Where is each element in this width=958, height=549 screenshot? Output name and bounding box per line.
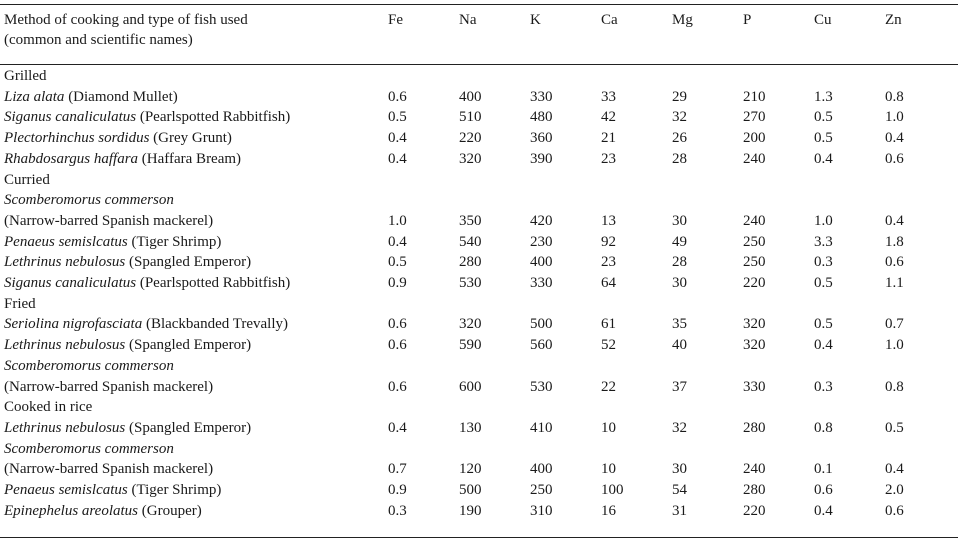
scientific-name: Plectorhinchus sordidus [4, 130, 150, 147]
value-cell-k: 360 [530, 130, 553, 147]
value-cell-k: 500 [530, 316, 553, 333]
common-name: (Blackbanded Trevally) [142, 316, 289, 333]
value-cell-ca: 64 [601, 275, 616, 292]
value-cell-k: 560 [530, 337, 553, 354]
scientific-name: Scomberomorus commerson [4, 192, 174, 209]
table-row [0, 190, 956, 211]
scientific-name: Lethrinus nebulosus [4, 419, 126, 436]
value-cell-na: 280 [459, 254, 482, 271]
value-cell-p: 270 [743, 109, 766, 126]
value-cell-p: 250 [743, 254, 766, 271]
value-cell-mg: 31 [672, 502, 687, 519]
species-name-cell [0, 107, 388, 128]
species-name-cell [0, 418, 388, 439]
value-cell-zn: 2.0 [885, 482, 904, 499]
value-cell-mg: 29 [672, 88, 687, 105]
value-cell-mg: 54 [672, 482, 687, 499]
value-cell-k: 400 [530, 254, 553, 271]
scientific-name: Rhabdosargus haffara [4, 150, 139, 167]
value-cell-mg: 30 [672, 461, 687, 478]
table-group-row [0, 170, 956, 191]
table-row [0, 149, 956, 170]
value-cell-cu: 0.4 [814, 502, 833, 519]
species-name-cell [0, 356, 956, 377]
value-cell-ca: 23 [601, 150, 616, 167]
common-name: (Spangled Emperor) [125, 337, 252, 354]
value-cell-mg: 32 [672, 109, 687, 126]
table-row [0, 418, 956, 439]
value-cell-ca: 22 [601, 378, 616, 395]
group-label: Fried [4, 295, 36, 312]
value-cell-zn: 1.0 [885, 337, 904, 354]
value-cell-mg: 32 [672, 419, 687, 436]
common-name: (Diamond Mullet) [64, 88, 178, 105]
value-cell-cu: 1.0 [814, 212, 833, 229]
value-cell-p: 330 [743, 378, 766, 395]
value-cell-k: 390 [530, 150, 553, 167]
scientific-name: Scomberomorus commerson [4, 357, 174, 374]
value-cell-ca: 52 [601, 337, 616, 354]
header-method-line1: Method of cooking and type of fish used [4, 12, 248, 28]
scientific-name: Epinephelus areolatus [4, 502, 139, 519]
table-row [0, 128, 956, 149]
common-name: (Tiger Shrimp) [127, 233, 222, 250]
value-cell-na: 500 [459, 482, 482, 499]
value-cell-mg: 40 [672, 337, 687, 354]
species-name-cell [0, 128, 388, 149]
table-row [0, 273, 956, 294]
value-cell-fe: 0.3 [388, 502, 407, 519]
common-name: (Spangled Emperor) [125, 419, 252, 436]
value-cell-k: 410 [530, 419, 553, 436]
value-cell-zn: 1.1 [885, 275, 904, 292]
species-name-cell [0, 314, 388, 335]
value-cell-ca: 10 [601, 419, 616, 436]
value-cell-p: 280 [743, 419, 766, 436]
species-name-cell [0, 273, 388, 294]
value-cell-p: 200 [743, 130, 766, 147]
value-cell-ca: 61 [601, 316, 616, 333]
table-row [0, 439, 956, 460]
table-group-row [0, 66, 956, 87]
value-cell-cu: 0.5 [814, 316, 833, 333]
value-cell-mg: 30 [672, 212, 687, 229]
table-top-rule [0, 4, 958, 5]
table-row [0, 335, 956, 356]
mineral-content-table [0, 10, 956, 521]
common-name: (Narrow-barred Spanish mackerel) [4, 461, 214, 478]
table-group-row [0, 294, 956, 315]
header-na: Na [459, 12, 477, 28]
group-label: Grilled [4, 68, 47, 84]
table-row [0, 480, 956, 501]
table-group-row [0, 397, 956, 418]
value-cell-k: 250 [530, 482, 553, 499]
header-p: P [743, 12, 752, 28]
scientific-name: Penaeus semislcatus [4, 233, 128, 250]
value-cell-mg: 28 [672, 254, 687, 271]
value-cell-fe: 0.9 [388, 275, 407, 292]
species-name-cell [0, 439, 956, 460]
value-cell-na: 530 [459, 275, 482, 292]
value-cell-cu: 0.3 [814, 254, 833, 271]
value-cell-p: 240 [743, 461, 766, 478]
species-name-cell [0, 501, 388, 522]
value-cell-na: 320 [459, 316, 482, 333]
value-cell-mg: 26 [672, 130, 687, 147]
species-name-cell [0, 149, 388, 170]
value-cell-zn: 0.6 [885, 502, 904, 519]
value-cell-zn: 0.4 [885, 130, 904, 147]
value-cell-ca: 23 [601, 254, 616, 271]
scientific-name: Lethrinus nebulosus [4, 337, 126, 354]
scientific-name: Siganus canaliculatus [4, 109, 137, 126]
value-cell-cu: 0.1 [814, 461, 833, 478]
common-name: (Pearlspotted Rabbitfish) [136, 109, 291, 126]
value-cell-fe: 0.5 [388, 109, 407, 126]
value-cell-cu: 0.4 [814, 150, 833, 167]
value-cell-zn: 1.0 [885, 109, 904, 126]
value-cell-p: 220 [743, 502, 766, 519]
table-row [0, 211, 956, 232]
header-fe: Fe [388, 12, 403, 28]
value-cell-fe: 1.0 [388, 212, 407, 229]
value-cell-cu: 0.4 [814, 337, 833, 354]
value-cell-k: 420 [530, 212, 553, 229]
value-cell-zn: 0.8 [885, 378, 904, 395]
scientific-name: Scomberomorus commerson [4, 440, 174, 457]
scientific-name: Lethrinus nebulosus [4, 254, 126, 271]
value-cell-k: 480 [530, 109, 553, 126]
value-cell-cu: 1.3 [814, 88, 833, 105]
value-cell-zn: 0.4 [885, 212, 904, 229]
value-cell-k: 330 [530, 88, 553, 105]
species-name-cell [0, 252, 388, 273]
value-cell-fe: 0.6 [388, 378, 407, 395]
common-name: (Spangled Emperor) [125, 254, 252, 271]
value-cell-na: 400 [459, 88, 482, 105]
species-name-cell [0, 480, 388, 501]
value-cell-k: 330 [530, 275, 553, 292]
value-cell-p: 320 [743, 337, 766, 354]
value-cell-zn: 0.8 [885, 88, 904, 105]
species-name-cell [0, 211, 388, 232]
species-name-cell [0, 377, 388, 398]
value-cell-fe: 0.7 [388, 461, 407, 478]
header-mg: Mg [672, 12, 693, 28]
common-name: (Pearlspotted Rabbitfish) [136, 275, 291, 292]
value-cell-na: 510 [459, 109, 482, 126]
value-cell-cu: 0.8 [814, 419, 833, 436]
value-cell-ca: 33 [601, 88, 616, 105]
value-cell-cu: 0.5 [814, 130, 833, 147]
table-body [0, 66, 956, 521]
value-cell-zn: 1.8 [885, 233, 904, 250]
table-row [0, 501, 956, 522]
value-cell-p: 320 [743, 316, 766, 333]
value-cell-cu: 0.3 [814, 378, 833, 395]
value-cell-na: 590 [459, 337, 482, 354]
value-cell-ca: 13 [601, 212, 616, 229]
value-cell-mg: 37 [672, 378, 687, 395]
common-name: (Grey Grunt) [149, 130, 232, 147]
header-method-line2: (common and scientific names) [4, 32, 193, 48]
scientific-name: Siganus canaliculatus [4, 275, 137, 292]
value-cell-cu: 0.6 [814, 482, 833, 499]
value-cell-fe: 0.9 [388, 482, 407, 499]
species-name-cell [0, 190, 956, 211]
table-row [0, 459, 956, 480]
value-cell-na: 540 [459, 233, 482, 250]
value-cell-ca: 10 [601, 461, 616, 478]
common-name: (Narrow-barred Spanish mackerel) [4, 212, 214, 229]
value-cell-fe: 0.5 [388, 254, 407, 271]
value-cell-na: 320 [459, 150, 482, 167]
value-cell-zn: 0.5 [885, 419, 904, 436]
value-cell-cu: 0.5 [814, 275, 833, 292]
header-spacer [0, 54, 956, 66]
common-name: (Haffara Bream) [138, 150, 242, 167]
value-cell-p: 240 [743, 150, 766, 167]
value-cell-na: 130 [459, 419, 482, 436]
value-cell-p: 210 [743, 88, 766, 105]
value-cell-p: 220 [743, 275, 766, 292]
value-cell-k: 530 [530, 378, 553, 395]
value-cell-zn: 0.6 [885, 150, 904, 167]
table-row [0, 87, 956, 108]
group-label: Cooked in rice [4, 399, 93, 416]
value-cell-k: 310 [530, 502, 553, 519]
common-name: (Narrow-barred Spanish mackerel) [4, 378, 214, 395]
table-header-row [0, 10, 956, 54]
value-cell-mg: 28 [672, 150, 687, 167]
value-cell-zn: 0.4 [885, 461, 904, 478]
common-name: (Tiger Shrimp) [127, 482, 222, 499]
header-k: K [530, 12, 541, 28]
value-cell-cu: 3.3 [814, 233, 833, 250]
value-cell-fe: 0.6 [388, 316, 407, 333]
species-name-cell [0, 87, 388, 108]
value-cell-ca: 21 [601, 130, 616, 147]
value-cell-k: 400 [530, 461, 553, 478]
value-cell-fe: 0.4 [388, 130, 407, 147]
common-name: (Grouper) [138, 502, 202, 519]
value-cell-na: 600 [459, 378, 482, 395]
value-cell-na: 120 [459, 461, 482, 478]
header-ca: Ca [601, 12, 618, 28]
table-row [0, 252, 956, 273]
value-cell-p: 240 [743, 212, 766, 229]
value-cell-zn: 0.6 [885, 254, 904, 271]
value-cell-na: 350 [459, 212, 482, 229]
table-row [0, 356, 956, 377]
value-cell-ca: 16 [601, 502, 616, 519]
species-name-cell [0, 335, 388, 356]
value-cell-fe: 0.6 [388, 88, 407, 105]
value-cell-na: 220 [459, 130, 482, 147]
value-cell-zn: 0.7 [885, 316, 904, 333]
table-row [0, 377, 956, 398]
value-cell-ca: 100 [601, 482, 624, 499]
header-zn: Zn [885, 12, 902, 28]
value-cell-ca: 42 [601, 109, 616, 126]
value-cell-mg: 35 [672, 316, 687, 333]
value-cell-p: 250 [743, 233, 766, 250]
table-bottom-rule [0, 537, 958, 538]
header-cu: Cu [814, 12, 832, 28]
header-method-column [0, 10, 388, 54]
value-cell-p: 280 [743, 482, 766, 499]
scientific-name: Penaeus semislcatus [4, 482, 128, 499]
group-label: Curried [4, 171, 50, 188]
species-name-cell [0, 232, 388, 253]
value-cell-k: 230 [530, 233, 553, 250]
table-row [0, 107, 956, 128]
value-cell-mg: 30 [672, 275, 687, 292]
species-name-cell [0, 459, 388, 480]
value-cell-fe: 0.4 [388, 419, 407, 436]
table-row [0, 314, 956, 335]
table-row [0, 232, 956, 253]
scientific-name: Seriolina nigrofasciata [4, 316, 143, 333]
value-cell-fe: 0.6 [388, 337, 407, 354]
value-cell-na: 190 [459, 502, 482, 519]
value-cell-ca: 92 [601, 233, 616, 250]
value-cell-cu: 0.5 [814, 109, 833, 126]
value-cell-mg: 49 [672, 233, 687, 250]
scientific-name: Liza alata [4, 88, 65, 105]
value-cell-fe: 0.4 [388, 150, 407, 167]
value-cell-fe: 0.4 [388, 233, 407, 250]
